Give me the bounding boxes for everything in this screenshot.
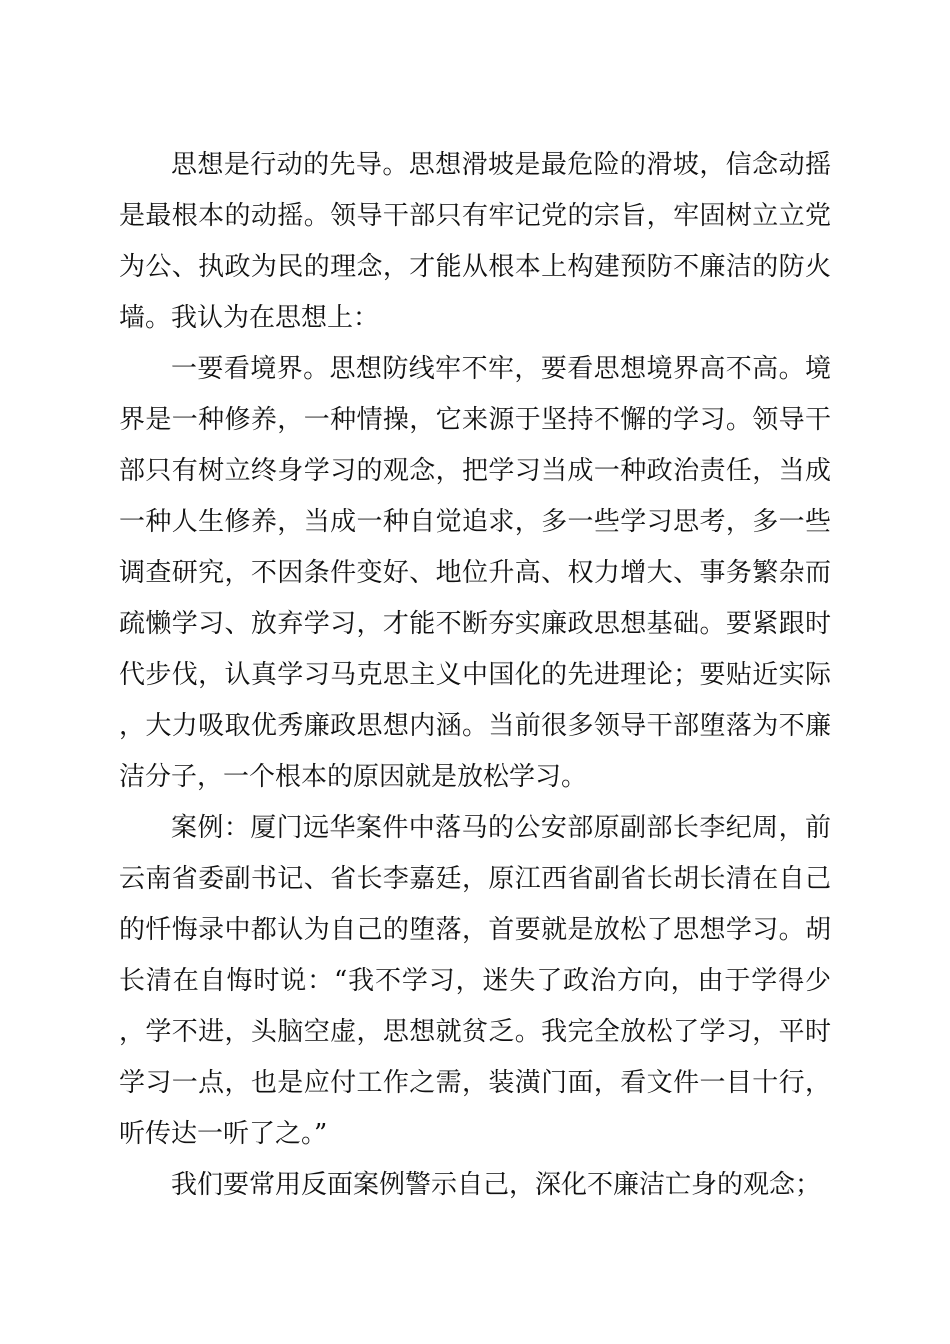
document-body [119, 140, 831, 1211]
paragraph-warning: 我们要常用反面案例警示自己，深化不廉洁亡身的观念； [171, 1170, 822, 1200]
paragraph-intro: 思想是行动的先导。思想滑坡是最危险的滑坡，信念动摇是最根本的动摇。领导干部只有牢记党的宗旨，牢固树立立党为公、执政为民的理念，才能从根本上构建预防不廉洁的防火墙。我认为在思想上： [119, 150, 831, 333]
paragraph-case: 案例：厦门远华案件中落马的公安部原副部长李纪周，前云南省委副书记、省长李嘉廷，原江西省副省长胡长清在自己的忏悔录中都认为自己的堕落，首要就是放松了思想学习。胡长清在自悔时说：“我不学习，迷失了政治方向，由于学得少，学不进，头脑空虚，思想就贫乏。我完全放松了学习，平时学习一点，也是应付工作之需，装潢门面，看文件一目十行，听传达一听了之。” [119, 813, 831, 1149]
paragraph-realm: 一要看境界。思想防线牢不牢，要看思想境界高不高。境界是一种修养，一种情操，它来源于坚持不懈的学习。领导干部只有树立终身学习的观念，把学习当成一种政治责任，当成一种人生修养，当成一种自觉追求，多一些学习思考，多一些调查研究，不因条件变好、地位升高、权力增大、事务繁杂而疏懒学习、放弃学习，才能不断夯实廉政思想基础。要紧跟时代步伐，认真学习马克思主义中国化的先进理论；要贴近实际，大力吸取优秀廉政思想内涵。当前很多领导干部堕落为不廉洁分子，一个根本的原因就是放松学习。 [119, 354, 831, 792]
